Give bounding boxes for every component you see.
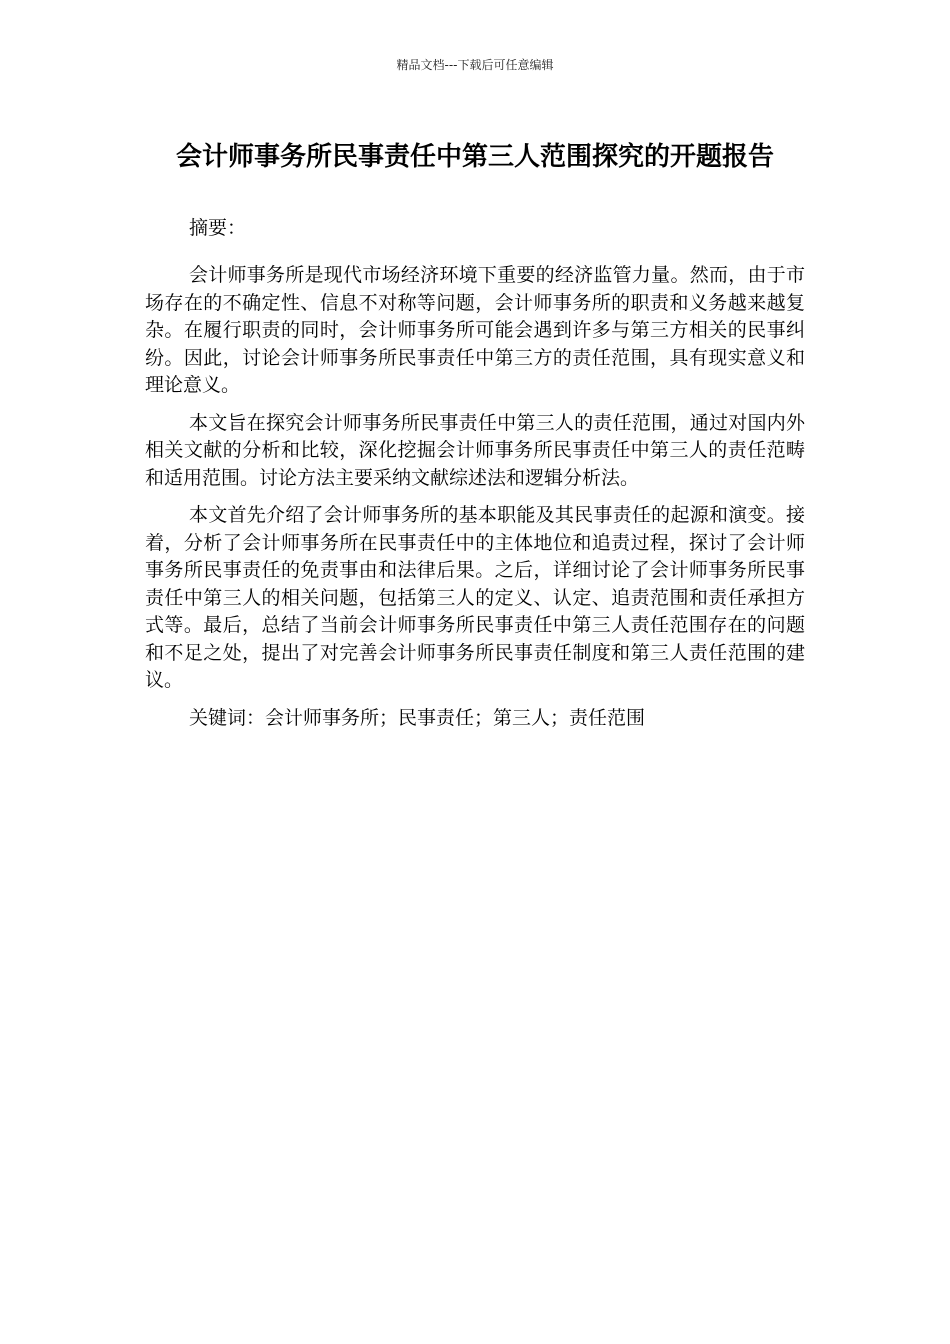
header-note: 精品文档---下载后可任意编辑 [396, 58, 554, 72]
document-body [145, 208, 805, 742]
document-title: 会计师事务所民事责任中第三人范围探究的开题报告 [175, 142, 774, 172]
abstract-paragraph-1: 会计师事务所是现代市场经济环境下重要的经济监管力量。然而，由于市场存在的不确定性、信息不对称等问题，会计师事务所的职责和义务越来越复杂。在履行职责的同时，会计师事务所可能会遇到许多与第三方相关的民事纠纷。因此，讨论会计师事务所民事责任中第三方的责任范围，具有现实意义和理论意义。 [145, 264, 805, 396]
abstract-paragraph-2: 本文旨在探究会计师事务所民事责任中第三人的责任范围，通过对国内外相关文献的分析和比较，深化挖掘会计师事务所民事责任中第三人的责任范畴和适用范围。讨论方法主要采纳文献综述法和逻辑分析法。 [145, 411, 805, 489]
abstract-label: 摘要： [189, 217, 247, 239]
keywords-line: 关键词：会计师事务所；民事责任；第三人；责任范围 [189, 706, 646, 729]
abstract-paragraph-3: 本文首先介绍了会计师事务所的基本职能及其民事责任的起源和演变。接着，分析了会计师事务所在民事责任中的主体地位和追责过程，探讨了会计师事务所民事责任的免责事由和法律后果。之后，详细讨论了会计师事务所民事责任中第三人的相关问题，包括第三人的定义、认定、追责范围和责任承担方式等。最后，总结了当前会计师事务所民事责任中第三人责任范围存在的问题和不足之处，提出了对完善会计师事务所民事责任制度和第三人责任范围的建议。 [145, 504, 805, 691]
